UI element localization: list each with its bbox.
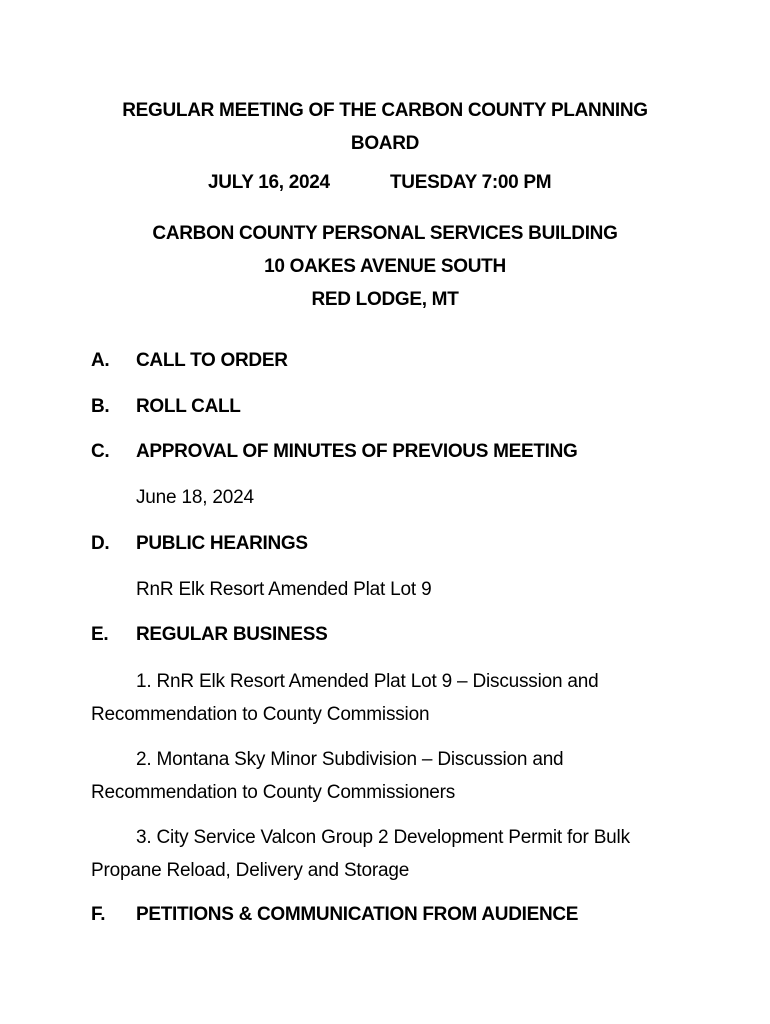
item-letter: A.	[91, 350, 110, 371]
business-item-2: 2. Montana Sky Minor Subdivision – Discussion and Recommendation to County Commissioners	[91, 749, 564, 803]
meeting-time: TUESDAY 7:00 PM	[390, 172, 552, 193]
meeting-date: JULY 16, 2024	[208, 172, 330, 193]
business-item-3: 3. City Service Valcon Group 2 Development Permit for Bulk Propane Reload, Delivery and Storage	[91, 827, 630, 881]
item-heading: APPROVAL OF MINUTES OF PREVIOUS MEETING	[136, 441, 578, 462]
minutes-date: June 18, 2024	[136, 487, 254, 508]
item-letter: E.	[91, 624, 109, 645]
business-item-1: 1. RnR Elk Resort Amended Plat Lot 9 – Discussion and Recommendation to County Commission	[91, 671, 599, 725]
item-heading: PETITIONS & COMMUNICATION FROM AUDIENCE	[136, 904, 579, 925]
location-line-3: RED LODGE, MT	[311, 289, 459, 310]
meeting-date-time	[0, 172, 770, 202]
meeting-location	[100, 217, 670, 316]
title-line-2: BOARD	[350, 133, 420, 154]
title-line-1: REGULAR MEETING OF THE CARBON COUNTY PLANNING	[122, 100, 648, 121]
document-title	[100, 94, 670, 160]
item-letter: C.	[91, 441, 110, 462]
location-line-1: CARBON COUNTY PERSONAL SERVICES BUILDING	[152, 223, 618, 244]
location-line-2: 10 OAKES AVENUE SOUTH	[264, 256, 506, 277]
item-heading: PUBLIC HEARINGS	[136, 533, 308, 554]
item-letter: B.	[91, 396, 110, 417]
item-heading: CALL TO ORDER	[136, 350, 288, 371]
item-heading: ROLL CALL	[136, 396, 241, 417]
item-heading: REGULAR BUSINESS	[136, 624, 328, 645]
item-letter: F.	[91, 904, 106, 925]
public-hearing-detail: RnR Elk Resort Amended Plat Lot 9	[136, 579, 432, 600]
item-letter: D.	[91, 533, 110, 554]
